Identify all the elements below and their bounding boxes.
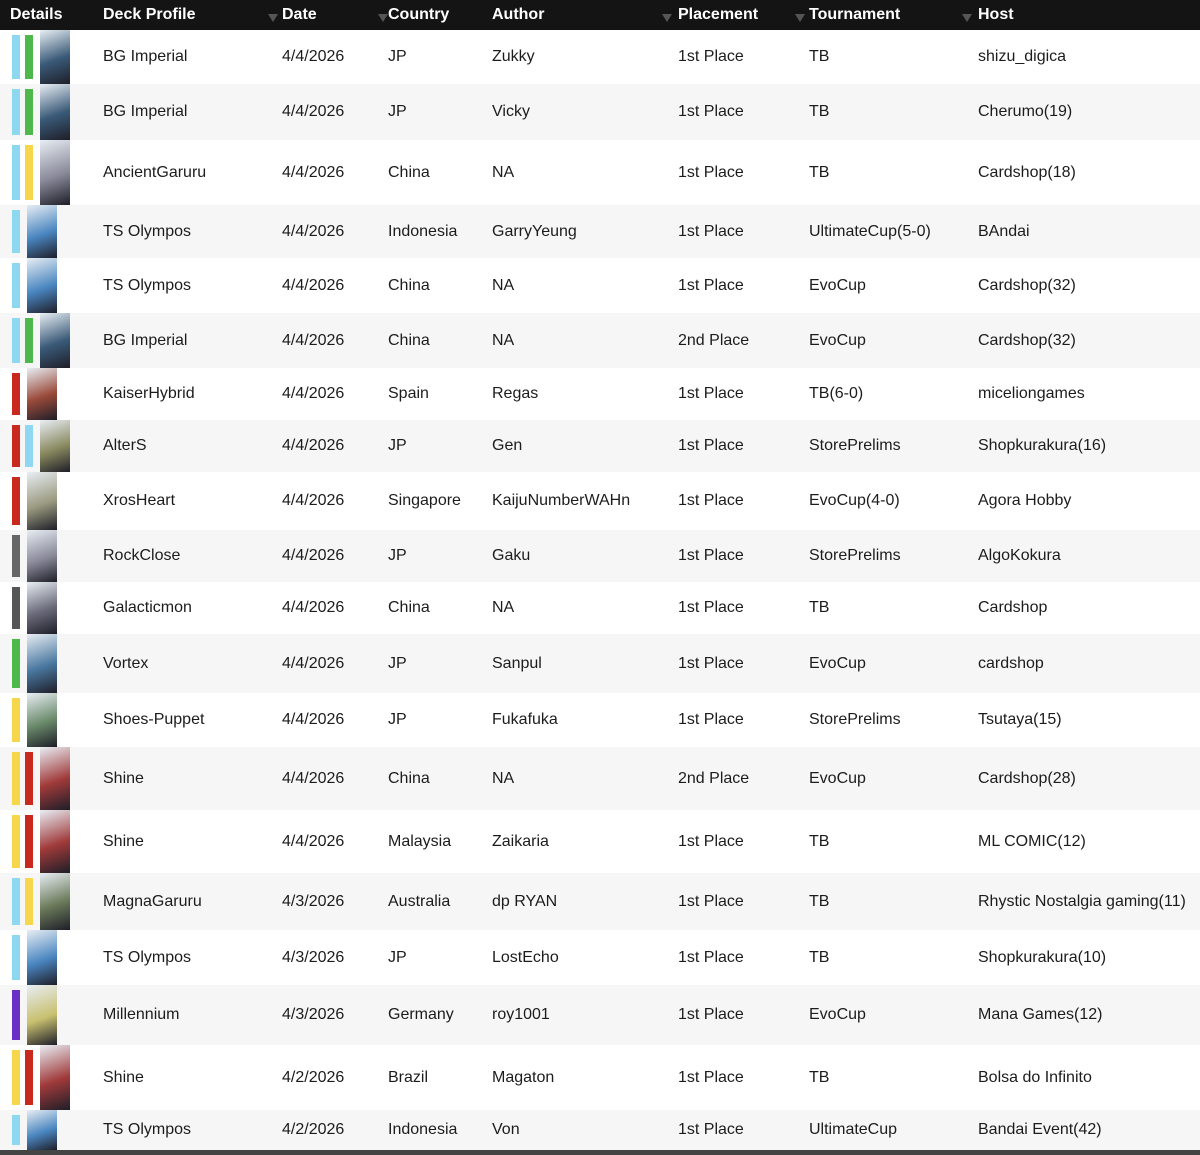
deck-card-art-image [40, 30, 70, 84]
tournament-cell: EvoCup [809, 654, 866, 672]
host-cell: Mana Games(12) [978, 1006, 1103, 1023]
deck-name[interactable]: BG Imperial [103, 103, 188, 120]
deck-color-bar [12, 1115, 20, 1145]
deck-color-bar [12, 477, 20, 525]
date-cell: 4/4/2026 [282, 385, 345, 402]
deck-card-art-image [27, 258, 57, 313]
column-header-details[interactable]: Details [10, 6, 63, 23]
host-cell: Bandai Event(42) [978, 1121, 1102, 1138]
date-cell: 4/4/2026 [282, 547, 345, 564]
deck-color-bar [25, 425, 33, 467]
date-cell: 4/3/2026 [282, 892, 345, 910]
table-row[interactable] [0, 472, 1200, 530]
deck-color-bar [25, 752, 33, 805]
host-cell: shizu_digica [978, 48, 1067, 65]
author-cell: Von [492, 1121, 520, 1138]
date-cell: 4/4/2026 [282, 276, 345, 294]
deck-card-art-image [40, 747, 70, 810]
country-cell: Spain [388, 385, 429, 402]
deck-color-bar [12, 935, 20, 980]
placement-cell: 1st Place [678, 654, 744, 672]
deck-color-bar [12, 89, 20, 135]
table-row[interactable] [0, 810, 1200, 873]
table-row[interactable] [0, 930, 1200, 985]
deck-color-bar [12, 990, 20, 1040]
date-cell: 4/4/2026 [282, 711, 345, 728]
deck-card-art-image [40, 140, 70, 205]
deck-name[interactable]: Vortex [103, 654, 149, 672]
table-bottom-border [0, 1150, 1200, 1155]
table-row[interactable] [0, 1110, 1200, 1150]
tournament-cell: EvoCup [809, 331, 866, 349]
date-cell: 4/3/2026 [282, 948, 345, 966]
tournament-cell: StorePrelims [809, 711, 901, 728]
deck-color-bar [12, 210, 20, 253]
date-cell: 4/4/2026 [282, 437, 345, 454]
author-cell: dp RYAN [492, 892, 558, 910]
date-cell: 4/4/2026 [282, 599, 345, 616]
deck-name[interactable]: Millennium [103, 1006, 180, 1023]
deck-card-art-image [27, 693, 57, 747]
placement-cell: 1st Place [678, 547, 744, 564]
sort-icon[interactable] [662, 14, 672, 22]
deck-name[interactable]: RockClose [103, 547, 181, 564]
deck-color-bar [12, 535, 20, 577]
table-row[interactable] [0, 205, 1200, 258]
country-cell: JP [388, 547, 407, 564]
deck-color-thumbnail[interactable] [8, 530, 68, 582]
deck-color-thumbnail[interactable] [8, 747, 68, 810]
deck-color-bar [12, 318, 20, 363]
date-cell: 4/4/2026 [282, 492, 345, 509]
table-row[interactable] [0, 258, 1200, 313]
host-cell: BAndai [978, 222, 1030, 240]
placement-cell: 1st Place [678, 892, 744, 910]
tournament-cell: EvoCup [809, 1006, 866, 1023]
deck-name[interactable]: Shine [103, 769, 144, 787]
tournament-cell: EvoCup [809, 769, 866, 787]
deck-color-thumbnail[interactable] [8, 205, 68, 258]
host-cell: cardshop [978, 654, 1044, 672]
column-header-placement[interactable]: Placement [678, 6, 759, 23]
deck-color-bar [25, 89, 33, 135]
column-header-date[interactable]: Date [282, 6, 317, 23]
table-row[interactable] [0, 530, 1200, 582]
author-cell: LostEcho [492, 948, 559, 966]
table-row[interactable] [0, 747, 1200, 810]
date-cell: 4/4/2026 [282, 48, 345, 65]
deck-name[interactable]: Shine [103, 1068, 144, 1086]
author-cell: Zukky [492, 48, 535, 65]
country-cell: JP [388, 711, 407, 728]
host-cell: Cardshop(32) [978, 331, 1076, 349]
deck-color-bar [12, 145, 20, 200]
deck-name[interactable]: TS Olympos [103, 1121, 192, 1138]
date-cell: 4/4/2026 [282, 331, 345, 349]
country-cell: JP [388, 654, 407, 672]
date-cell: 4/2/2026 [282, 1121, 345, 1138]
deck-color-thumbnail[interactable] [8, 582, 68, 634]
table-row[interactable] [0, 873, 1200, 930]
country-cell: China [388, 599, 430, 616]
date-cell: 4/3/2026 [282, 1006, 345, 1023]
date-cell: 4/4/2026 [282, 222, 345, 240]
deck-card-art-image [40, 84, 70, 140]
deck-color-thumbnail[interactable] [8, 1110, 68, 1150]
placement-cell: 2nd Place [678, 331, 750, 349]
deck-card-art-image [40, 1045, 70, 1110]
deck-color-bar [25, 318, 33, 363]
deck-card-art-image [27, 582, 57, 634]
deck-color-thumbnail[interactable] [8, 634, 68, 693]
placement-cell: 1st Place [678, 948, 744, 966]
deck-color-thumbnail[interactable] [8, 693, 68, 747]
country-cell: China [388, 769, 430, 787]
deck-color-bar [12, 1050, 20, 1105]
deck-color-bar [12, 35, 20, 79]
deck-card-art-image [27, 368, 57, 420]
deck-color-bar [12, 373, 20, 415]
deck-color-thumbnail[interactable] [8, 258, 68, 313]
deck-color-thumbnail[interactable] [8, 472, 68, 530]
deck-color-bar [12, 263, 20, 308]
tournament-cell: TB [809, 103, 830, 120]
country-cell: Brazil [388, 1068, 429, 1086]
country-cell: China [388, 331, 430, 349]
deck-name[interactable]: KaiserHybrid [103, 385, 195, 402]
deck-card-art-image [27, 205, 57, 258]
country-cell: Indonesia [388, 1121, 458, 1138]
country-cell: Australia [388, 892, 451, 910]
deck-name[interactable]: Shoes-Puppet [103, 711, 205, 728]
date-cell: 4/4/2026 [282, 832, 345, 850]
table-row[interactable] [0, 1045, 1200, 1110]
host-cell: Cardshop(32) [978, 276, 1076, 294]
author-cell: NA [492, 599, 515, 616]
tournament-cell: TB [809, 892, 830, 910]
tournament-cell: TB [809, 832, 830, 850]
table-header [0, 0, 1200, 30]
placement-cell: 1st Place [678, 163, 744, 181]
column-header-deck-profile[interactable]: Deck Profile [103, 6, 196, 23]
host-cell: Cherumo(19) [978, 103, 1073, 120]
deck-card-art-image [40, 420, 70, 472]
table-row[interactable] [0, 84, 1200, 140]
country-cell: Singapore [388, 492, 461, 509]
host-cell: ML COMIC(12) [978, 832, 1086, 850]
deck-name[interactable]: MagnaGaruru [103, 892, 202, 910]
deck-color-bar [12, 752, 20, 805]
date-cell: 4/4/2026 [282, 103, 345, 120]
tournament-cell: TB [809, 48, 830, 65]
deck-color-bar [25, 35, 33, 79]
deck-color-thumbnail[interactable] [8, 313, 68, 368]
deck-color-thumbnail[interactable] [8, 810, 68, 873]
host-cell: Rhystic Nostalgia gaming(11) [978, 892, 1186, 910]
deck-color-thumbnail[interactable] [8, 84, 68, 140]
deck-color-thumbnail[interactable] [8, 368, 68, 420]
deck-color-bar [12, 587, 20, 629]
date-cell: 4/4/2026 [282, 769, 345, 787]
host-cell: Agora Hobby [978, 492, 1072, 509]
host-cell: Cardshop(28) [978, 769, 1076, 787]
deck-card-art-image [40, 873, 70, 930]
placement-cell: 1st Place [678, 103, 744, 120]
placement-cell: 1st Place [678, 492, 744, 509]
deck-name[interactable]: BG Imperial [103, 331, 188, 349]
country-cell: JP [388, 437, 407, 454]
table-row[interactable] [0, 313, 1200, 368]
author-cell: NA [492, 163, 515, 181]
tournament-cell: TB [809, 163, 830, 181]
country-cell: China [388, 163, 430, 181]
country-cell: Indonesia [388, 222, 458, 240]
placement-cell: 1st Place [678, 437, 744, 454]
placement-cell: 2nd Place [678, 769, 750, 787]
tournament-cell: TB [809, 1068, 830, 1086]
author-cell: Magaton [492, 1068, 555, 1086]
date-cell: 4/4/2026 [282, 163, 345, 181]
sort-icon[interactable] [378, 14, 388, 22]
country-cell: JP [388, 48, 407, 65]
placement-cell: 1st Place [678, 385, 744, 402]
author-cell: NA [492, 769, 515, 787]
placement-cell: 1st Place [678, 832, 744, 850]
placement-cell: 1st Place [678, 48, 744, 65]
deck-card-art-image [27, 472, 57, 530]
placement-cell: 1st Place [678, 711, 744, 728]
author-cell: NA [492, 276, 515, 294]
sort-icon[interactable] [268, 14, 278, 22]
deck-color-bar [12, 639, 20, 688]
author-cell: roy1001 [492, 1006, 550, 1023]
deck-color-thumbnail[interactable] [8, 985, 68, 1045]
table-row[interactable] [0, 420, 1200, 472]
host-cell: Shopkurakura(16) [978, 437, 1107, 454]
country-cell: JP [388, 103, 407, 120]
placement-cell: 1st Place [678, 222, 744, 240]
tournament-cell: UltimateCup(5-0) [809, 222, 931, 240]
host-cell: Bolsa do Infinito [978, 1068, 1092, 1086]
author-cell: GarryYeung [492, 222, 577, 240]
deck-color-bar [25, 878, 33, 925]
host-cell: Shopkurakura(10) [978, 948, 1107, 966]
author-cell: Vicky [492, 103, 530, 120]
column-header-host[interactable]: Host [978, 6, 1014, 23]
deck-card-art-image [40, 810, 70, 873]
deck-name[interactable]: Shine [103, 832, 144, 850]
deck-name[interactable]: AlterS [103, 437, 147, 454]
author-cell: NA [492, 331, 515, 349]
date-cell: 4/2/2026 [282, 1068, 345, 1086]
placement-cell: 1st Place [678, 1068, 744, 1086]
author-cell: Sanpul [492, 654, 542, 672]
sort-icon[interactable] [795, 14, 805, 22]
tournament-cell: StorePrelims [809, 547, 901, 564]
placement-cell: 1st Place [678, 1121, 744, 1138]
placement-cell: 1st Place [678, 599, 744, 616]
author-cell: Fukafuka [492, 711, 558, 728]
author-cell: Regas [492, 385, 539, 402]
deck-color-thumbnail[interactable] [8, 30, 68, 84]
tournament-cell: StorePrelims [809, 437, 901, 454]
host-cell: miceliongames [978, 385, 1085, 402]
table-row[interactable] [0, 582, 1200, 634]
host-cell: AlgoKokura [978, 547, 1061, 564]
sort-icon[interactable] [962, 14, 972, 22]
author-cell: Zaikaria [492, 832, 549, 850]
tournament-cell: TB [809, 599, 830, 616]
deck-name[interactable]: TS Olympos [103, 948, 192, 966]
country-cell: Germany [388, 1006, 454, 1023]
tournament-cell: EvoCup [809, 276, 866, 294]
placement-cell: 1st Place [678, 1006, 744, 1023]
country-cell: China [388, 276, 430, 294]
deck-color-bar [25, 1050, 33, 1105]
tournament-cell: UltimateCup [809, 1121, 898, 1138]
tournament-cell: EvoCup(4-0) [809, 492, 900, 509]
country-cell: Malaysia [388, 832, 452, 850]
deck-color-bar [12, 815, 20, 868]
column-header-author[interactable]: Author [492, 6, 545, 23]
deck-color-bar [12, 698, 20, 742]
deck-color-thumbnail[interactable] [8, 140, 68, 205]
table-row[interactable] [0, 985, 1200, 1045]
deck-name[interactable]: Galacticmon [103, 599, 192, 616]
deck-color-thumbnail[interactable] [8, 420, 68, 472]
tournament-cell: TB(6-0) [809, 385, 864, 402]
deck-color-bar [12, 878, 20, 925]
deck-name[interactable]: AncientGaruru [103, 163, 207, 181]
deck-color-bar [25, 145, 33, 200]
column-header-tournament[interactable]: Tournament [809, 6, 901, 23]
table-row[interactable] [0, 140, 1200, 205]
deck-card-art-image [27, 634, 57, 693]
country-cell: JP [388, 948, 407, 966]
tournament-cell: TB [809, 948, 830, 966]
placement-cell: 1st Place [678, 276, 744, 294]
table-row[interactable] [0, 693, 1200, 747]
date-cell: 4/4/2026 [282, 654, 345, 672]
deck-card-art-image [40, 313, 70, 368]
deck-color-thumbnail[interactable] [8, 1045, 68, 1110]
deck-color-thumbnail[interactable] [8, 873, 68, 930]
column-header-country[interactable]: Country [388, 6, 450, 23]
host-cell: Tsutaya(15) [978, 711, 1062, 728]
author-cell: Gaku [492, 547, 531, 564]
author-cell: Gen [492, 437, 523, 454]
host-cell: Cardshop(18) [978, 163, 1076, 181]
deck-name[interactable]: TS Olympos [103, 276, 192, 294]
host-cell: Cardshop [978, 599, 1048, 616]
deck-color-bar [25, 815, 33, 868]
deck-color-thumbnail[interactable] [8, 930, 68, 985]
author-cell: KaijuNumberWAHn [492, 492, 631, 509]
table-row[interactable] [0, 634, 1200, 693]
table-row[interactable] [0, 368, 1200, 420]
deck-color-bar [12, 425, 20, 467]
deck-name[interactable]: TS Olympos [103, 222, 192, 240]
deck-name[interactable]: BG Imperial [103, 48, 188, 65]
deck-name[interactable]: XrosHeart [103, 492, 176, 509]
table-row[interactable] [0, 30, 1200, 84]
deck-card-art-image [27, 530, 57, 582]
deck-card-art-image [27, 930, 57, 985]
deck-card-art-image [27, 985, 57, 1045]
deck-card-art-image [27, 1110, 57, 1150]
